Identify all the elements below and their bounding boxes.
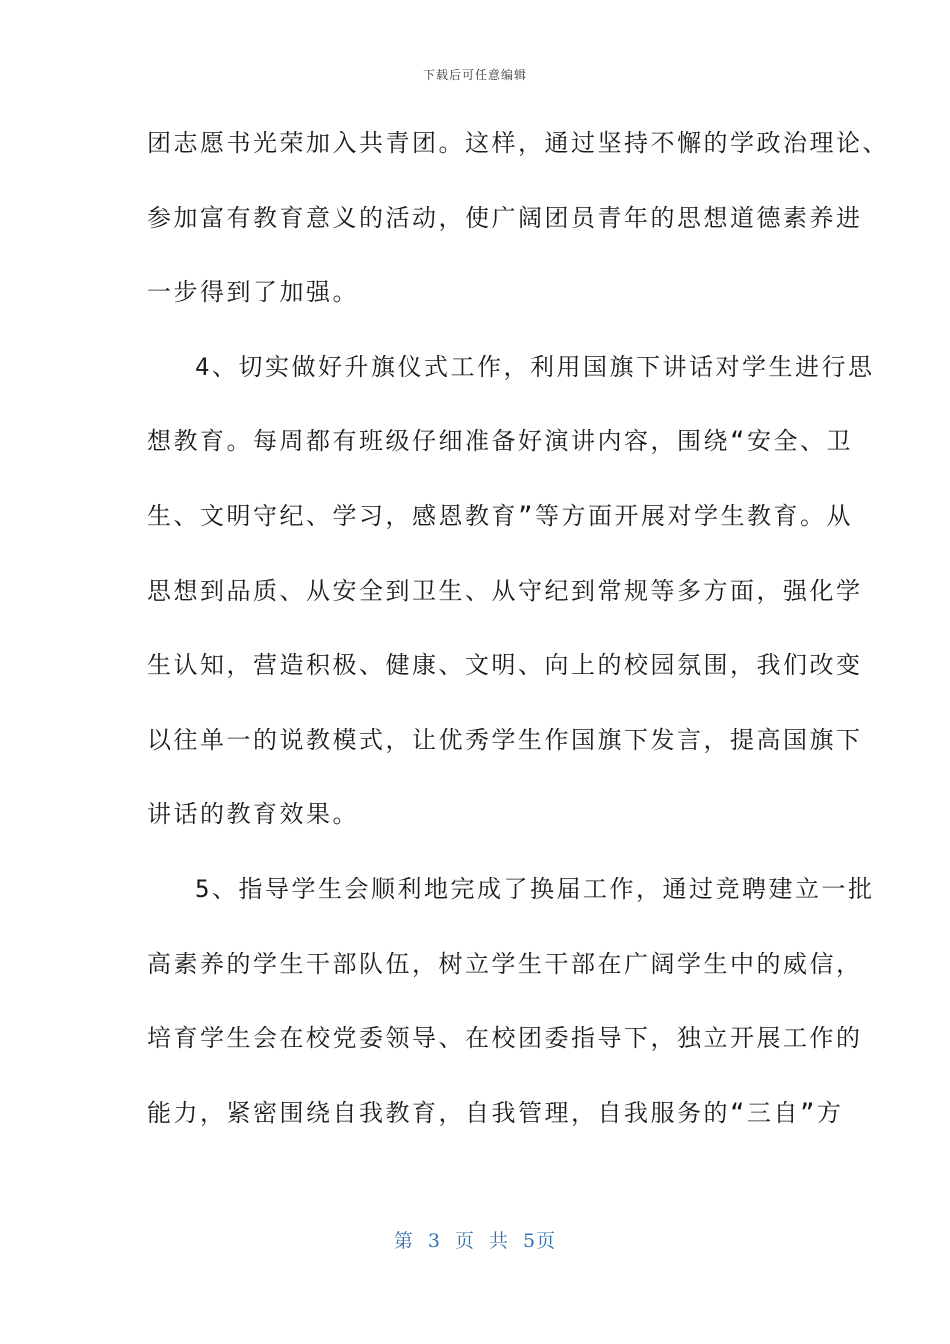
text-line: 一步得到了加强。 — [147, 278, 359, 307]
footer-gong: 共 — [489, 1230, 510, 1252]
text-line: 能力，紧密围绕自我教育，自我管理，自我服务的“三自”方 — [147, 1098, 844, 1127]
page-header: 下载后可任意编辑 — [422, 68, 527, 82]
footer-di: 第 — [393, 1230, 414, 1252]
footer-ye: 页 — [454, 1230, 475, 1252]
text-line: 团志愿书光荣加入共青团。这样，通过坚持不懈的学政治理论、 — [147, 129, 889, 157]
paragraph-start-line: 4、切实做好升旗仪式工作，利用国旗下讲话对学生进行思 — [195, 352, 875, 381]
body-text — [147, 119, 889, 1163]
text-line: 以往单一的说教模式，让优秀学生作国旗下发言，提高国旗下 — [147, 725, 863, 754]
page-footer — [0, 1226, 950, 1253]
text-line: 生、文明守纪、学习，感恩教育”等方面开展对学生教育。从 — [147, 501, 853, 530]
text-line: 参加富有教育意义的活动，使广阔团员青年的思想道德素养进 — [147, 203, 863, 232]
text-line: 培育学生会在校党委领导、在校团委指导下，独立开展工作的 — [147, 1024, 863, 1053]
text-line: 想教育。每周都有班级仔细准备好演讲内容，围绕“安全、卫 — [147, 427, 853, 456]
text-line: 讲话的教育效果。 — [147, 800, 359, 829]
text-line: 生认知，营造积极、健康、文明、向上的校园氛围，我们改变 — [147, 651, 863, 680]
text-line: 思想到品质、从安全到卫生、从守纪到常规等多方面，强化学 — [147, 576, 863, 605]
page-total: 5页 — [523, 1230, 557, 1252]
paragraph-start-line: 5、指导学生会顺利地完成了换届工作，通过竞聘建立一批 — [195, 874, 875, 903]
page-number: 3 — [427, 1230, 441, 1252]
text-line: 高素养的学生干部队伍，树立学生干部在广阔学生中的威信， — [147, 949, 863, 978]
